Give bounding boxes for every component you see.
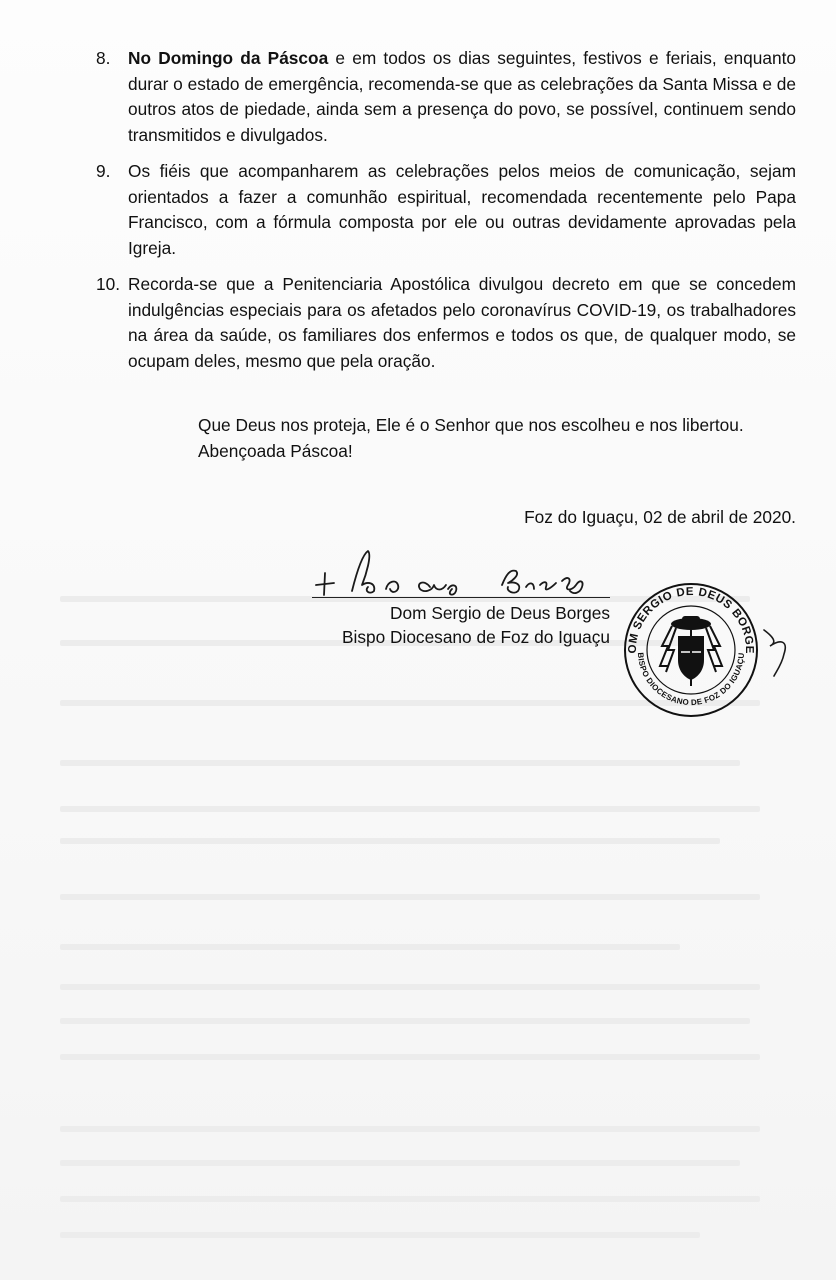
date-line: Foz do Iguaçu, 02 de abril de 2020. bbox=[524, 507, 796, 527]
coat-of-arms-icon bbox=[660, 616, 722, 686]
signatory-name: Dom Sergio de Deus Borges bbox=[390, 603, 610, 623]
item-number: 9. bbox=[96, 161, 111, 181]
seal-stamp bbox=[618, 580, 798, 720]
item-text: Os fiéis que acompanharem as celebrações pelos meios de comunicação, sejam orientados a fazer a comunhão espiritual, recomendada recentemente pelo Papa Francisco, com a fórmula composta por ele ou outras devidamente aprovadas pela Igreja. bbox=[128, 161, 796, 258]
svg-text:BISPO DIOCESANO DE FOZ DO IGUA: BISPO DIOCESANO DE FOZ DO IGUAÇU bbox=[635, 652, 747, 708]
item-text: e em todos os dias seguintes, festivos e feriais, enquanto durar o estado de emergência, recomenda-se que as celebrações da Santa Missa e de outros atos de piedade, ainda sem a presença do povo, se possível, continuem sendo transmitidos e divulgados. bbox=[128, 48, 796, 145]
numbered-list bbox=[96, 46, 796, 385]
svg-text:DOM SERGIO DE DEUS BORGES: OM SERGIO DE DEUS BORGE bbox=[626, 585, 756, 655]
list-item bbox=[96, 272, 796, 374]
item-text: Recorda-se que a Penitenciaria Apostólica divulgou decreto em que se concedem indulgências especiais para os afetados pelo coronavírus COVID-19, os trabalhadores na área da saúde, os familiares dos enfermos e todos os que, de qualquer modo, se ocupam deles, mesmo que pela oração. bbox=[128, 274, 796, 371]
closing-blessing bbox=[198, 413, 796, 464]
signatory-title: Bispo Diocesano de Foz do Iguaçu bbox=[341, 627, 610, 647]
closing-line-1: Que Deus nos proteja, Ele é o Senhor que nos escolheu e nos libertou. bbox=[198, 415, 744, 435]
item-lead: No Domingo da Páscoa bbox=[128, 48, 329, 68]
item-number: 10. bbox=[96, 274, 121, 294]
item-number: 8. bbox=[96, 48, 111, 68]
signatory bbox=[342, 601, 610, 649]
closing-line-2: Abençoada Páscoa! bbox=[198, 440, 353, 461]
list-item bbox=[96, 46, 796, 148]
handwritten-signature bbox=[312, 545, 612, 605]
episcopal-seal bbox=[618, 580, 798, 725]
list-item bbox=[96, 159, 796, 261]
signature-line bbox=[312, 597, 610, 598]
